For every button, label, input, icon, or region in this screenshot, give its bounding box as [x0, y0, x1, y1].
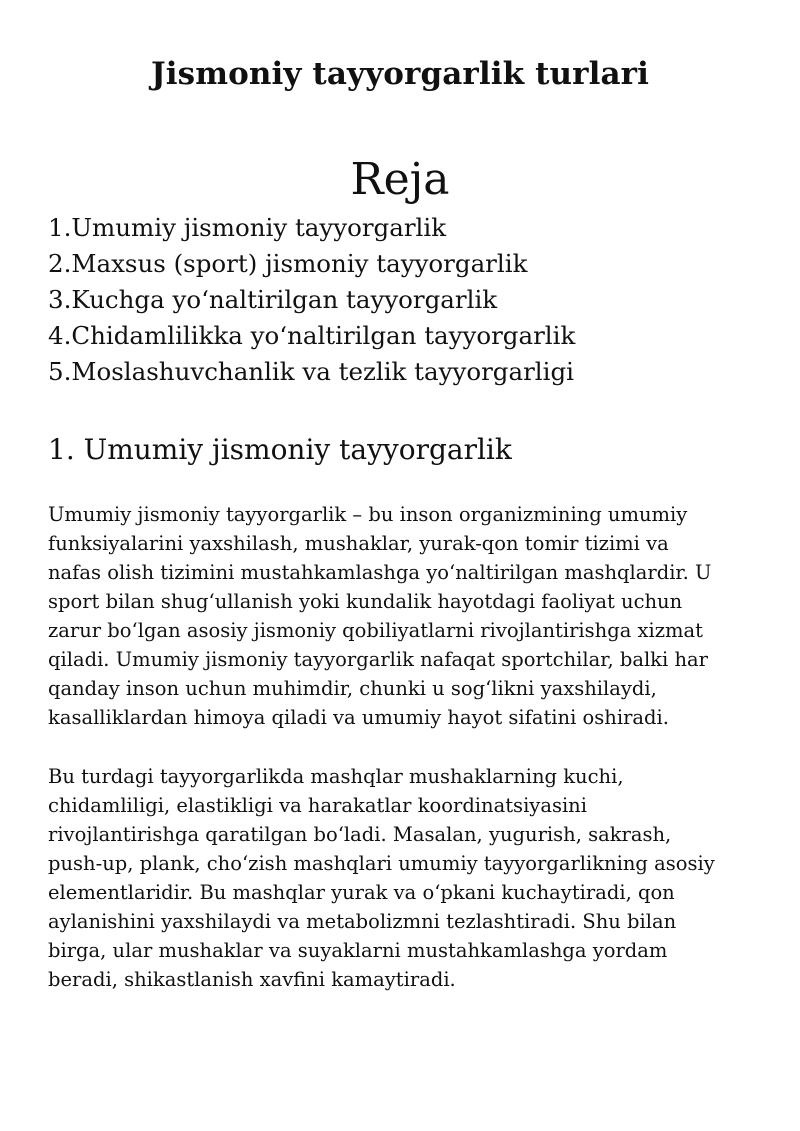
- section-heading: 1. Umumiy jismoniy tayyorgarlik: [48, 433, 512, 466]
- paragraph-line: beradi, shikastlanish xavfini kamaytiradi.: [48, 968, 456, 991]
- plan-item: 3.Kuchga yo‘naltirilgan tayyorgarlik: [48, 285, 498, 314]
- paragraph-line: zarur bo‘lgan asosiy jismoniy qobiliyatlarni rivojlantirishga xizmat: [48, 619, 704, 642]
- paragraph-line: aylanishini yaxshilaydi va metabolizmni tezlashtiradi. Shu bilan: [48, 910, 677, 933]
- plan-item: 2.Maxsus (sport) jismoniy tayyorgarlik: [48, 249, 528, 278]
- paragraph-line: Umumiy jismoniy tayyorgarlik – bu inson organizmining umumiy: [48, 503, 688, 526]
- paragraph-line: kasalliklardan himoya qiladi va umumiy hayot sifatini oshiradi.: [48, 706, 669, 729]
- plan-list: [48, 210, 575, 390]
- plan-item: 1.Umumiy jismoniy tayyorgarlik: [48, 213, 447, 242]
- paragraph-line: sport bilan shug‘ullanish yoki kundalik hayotdagi faoliyat uchun: [48, 590, 683, 613]
- paragraph-line: nafas olish tizimini mustahkamlashga yo‘naltirilgan mashqlardir. U: [48, 561, 712, 584]
- paragraph-line: rivojlantirishga qaratilgan bo‘ladi. Masalan, yugurish, sakrash,: [48, 823, 672, 846]
- paragraph-line: push-up, plank, cho‘zish mashqlari umumiy tayyorgarlikning asosiy: [48, 852, 715, 875]
- paragraph-line: chidamliligi, elastikligi va harakatlar koordinatsiyasini: [48, 794, 587, 817]
- paragraph-line: qiladi. Umumiy jismoniy tayyorgarlik nafaqat sportchilar, balki har: [48, 648, 708, 671]
- paragraph: [48, 762, 758, 994]
- plan-item: 4.Chidamlilikka yo‘naltirilgan tayyorgarlik: [48, 321, 576, 350]
- paragraph-line: elementlaridir. Bu mashqlar yurak va o‘pkani kuchaytiradi, qon: [48, 881, 675, 904]
- document-title: Jismoniy tayyorgarlik turlari: [151, 56, 649, 92]
- plan-heading: Reja: [350, 154, 450, 205]
- paragraph-line: funksiyalarini yaxshilash, mushaklar, yurak-qon tomir tizimi va: [48, 532, 669, 555]
- paragraph-line: Bu turdagi tayyorgarlikda mashqlar mushaklarning kuchi,: [48, 765, 624, 788]
- paragraph-line: birga, ular mushaklar va suyaklarni mustahkamlashga yordam: [48, 939, 668, 962]
- plan-item: 5.Moslashuvchanlik va tezlik tayyorgarligi: [48, 357, 574, 386]
- paragraph-line: qanday inson uchun muhimdir, chunki u sog‘likni yaxshilaydi,: [48, 677, 657, 700]
- paragraph: [48, 500, 758, 732]
